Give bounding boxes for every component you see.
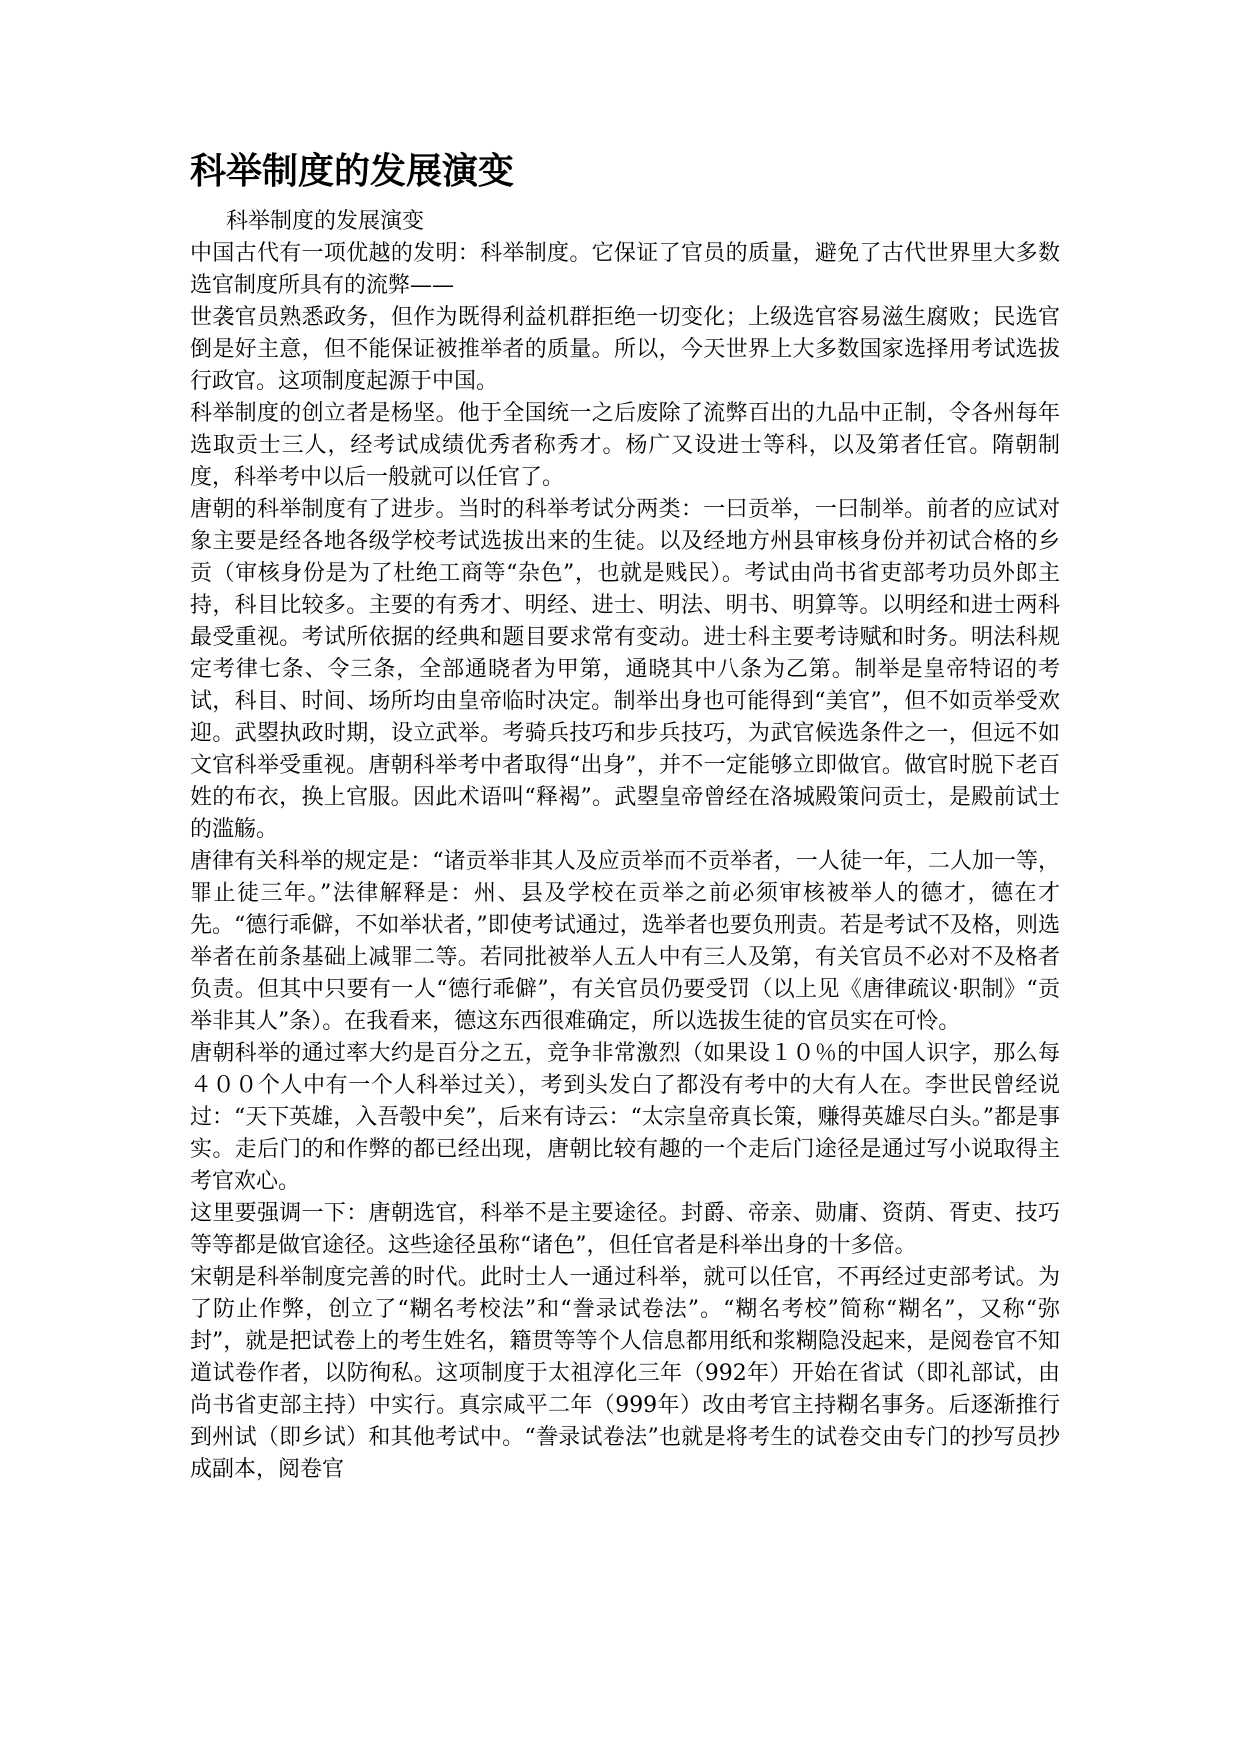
- paragraph-7: 这里要强调一下：唐朝选官，科举不是主要途径。封爵、帝亲、勋庸、资荫、胥吏、技巧等等都是做官途径。这些途径虽称“诸色”，但任官者是科举出身的十多倍。: [190, 1201, 1060, 1258]
- paragraph-4: 唐朝的科举制度有了进步。当时的科举考试分两类：一曰贡举，一曰制举。前者的应试对象主要是经各地各级学校考试选拔出来的生徒。以及经地方州县审核身份并初试合格的乡贡（审核身份是为了杜绝工商等“杂色”，也就是贱民）。考试由尚书省吏部考功员外郎主持，科目比较多。主要的有秀才、明经、进士、明法、明书、明算等。以明经和进士两科最受重视。考试所依据的经典和题目要求常有变动。进士科主要考诗赋和时务。明法科规定考律七条、令三条，全部通晓者为甲第，通晓其中八条为乙第。制举是皇帝特诏的考试，科目、时间、场所均由皇帝临时决定。制举出身也可能得到“美官”，但不如贡举受欢迎。武曌执政时期，设立武举。考骑兵技巧和步兵技巧，为武官候选条件之一，但远不如文官科举受重视。唐朝科举考中者取得“出身”，并不一定能够立即做官。做官时脱下老百姓的布衣，换上官服。因此术语叫“释褐”。武曌皇帝曾经在洛城殿策问贡士，是殿前试士的滥觞。: [190, 497, 1060, 842]
- paragraph-3: 科举制度的创立者是杨坚。他于全国统一之后废除了流弊百出的九品中正制，令各州每年选取贡士三人，经考试成绩优秀者称秀才。杨广又设进士等科，以及第者任官。隋朝制度，科举考中以后一般就可以任官了。: [190, 401, 1060, 490]
- document-subtitle: 科举制度的发展演变: [226, 209, 425, 234]
- paragraph-8: 宋朝是科举制度完善的时代。此时士人一通过科举，就可以任官，不再经过吏部考试。为了防止作弊，创立了“糊名考校法”和“誊录试卷法”。“糊名考校”简称“糊名”，又称“弥封”，就是把试卷上的考生姓名，籍贯等等个人信息都用纸和浆糊隐没起来，是阅卷官不知道试卷作者，以防徇私。这项制度于太祖淳化三年（992年）开始在省试（即礼部试，由尚书省吏部主持）中实行。真宗咸平二年（999年）改由考官主持糊名事务。后逐渐推行到州试（即乡试）和其他考试中。“誊录试卷法”也就是将考生的试卷交由专门的抄写员抄成副本，阅卷官: [190, 1265, 1060, 1482]
- document-title: 科举制度的发展演变: [190, 151, 515, 192]
- document-page: [190, 148, 1060, 1486]
- paragraph-1: 中国古代有一项优越的发明：科举制度。它保证了官员的质量，避免了古代世界里大多数选官制度所具有的流弊——: [190, 241, 1060, 298]
- paragraph-6: 唐朝科举的通过率大约是百分之五，竞争非常激烈（如果设１０％的中国人识字，那么每４００个人中有一个人科举过关），考到头发白了都没有考中的大有人在。李世民曾经说过：“天下英雄，入吾彀中矣”，后来有诗云：“太宗皇帝真长策，赚得英雄尽白头。”都是事实。走后门的和作弊的都已经出现，唐朝比较有趣的一个走后门途径是通过写小说取得主考官欢心。: [190, 1041, 1060, 1194]
- paragraph-2: 世袭官员熟悉政务，但作为既得利益机群拒绝一切变化；上级选官容易滋生腐败；民选官倒是好主意，但不能保证被推举者的质量。所以，今天世界上大多数国家选择用考试选拔行政官。这项制度起源于中国。: [190, 305, 1060, 394]
- paragraph-5: 唐律有关科举的规定是：“诸贡举非其人及应贡举而不贡举者，一人徒一年，二人加一等，罪止徒三年。”法律解释是：州、县及学校在贡举之前必须审核被举人的德才，德在才先。“德行乖僻，不如举状者，”即使考试通过，选举者也要负刑责。若是考试不及格，则选举者在前条基础上减罪二等。若同批被举人五人中有三人及第，有关官员不必对不及格者负责。但其中只要有一人“德行乖僻”，有关官员仍要受罚（以上见《唐律疏议·职制》“贡举非其人”条）。在我看来，德这东西很难确定，所以选拔生徒的官员实在可怜。: [190, 849, 1060, 1034]
